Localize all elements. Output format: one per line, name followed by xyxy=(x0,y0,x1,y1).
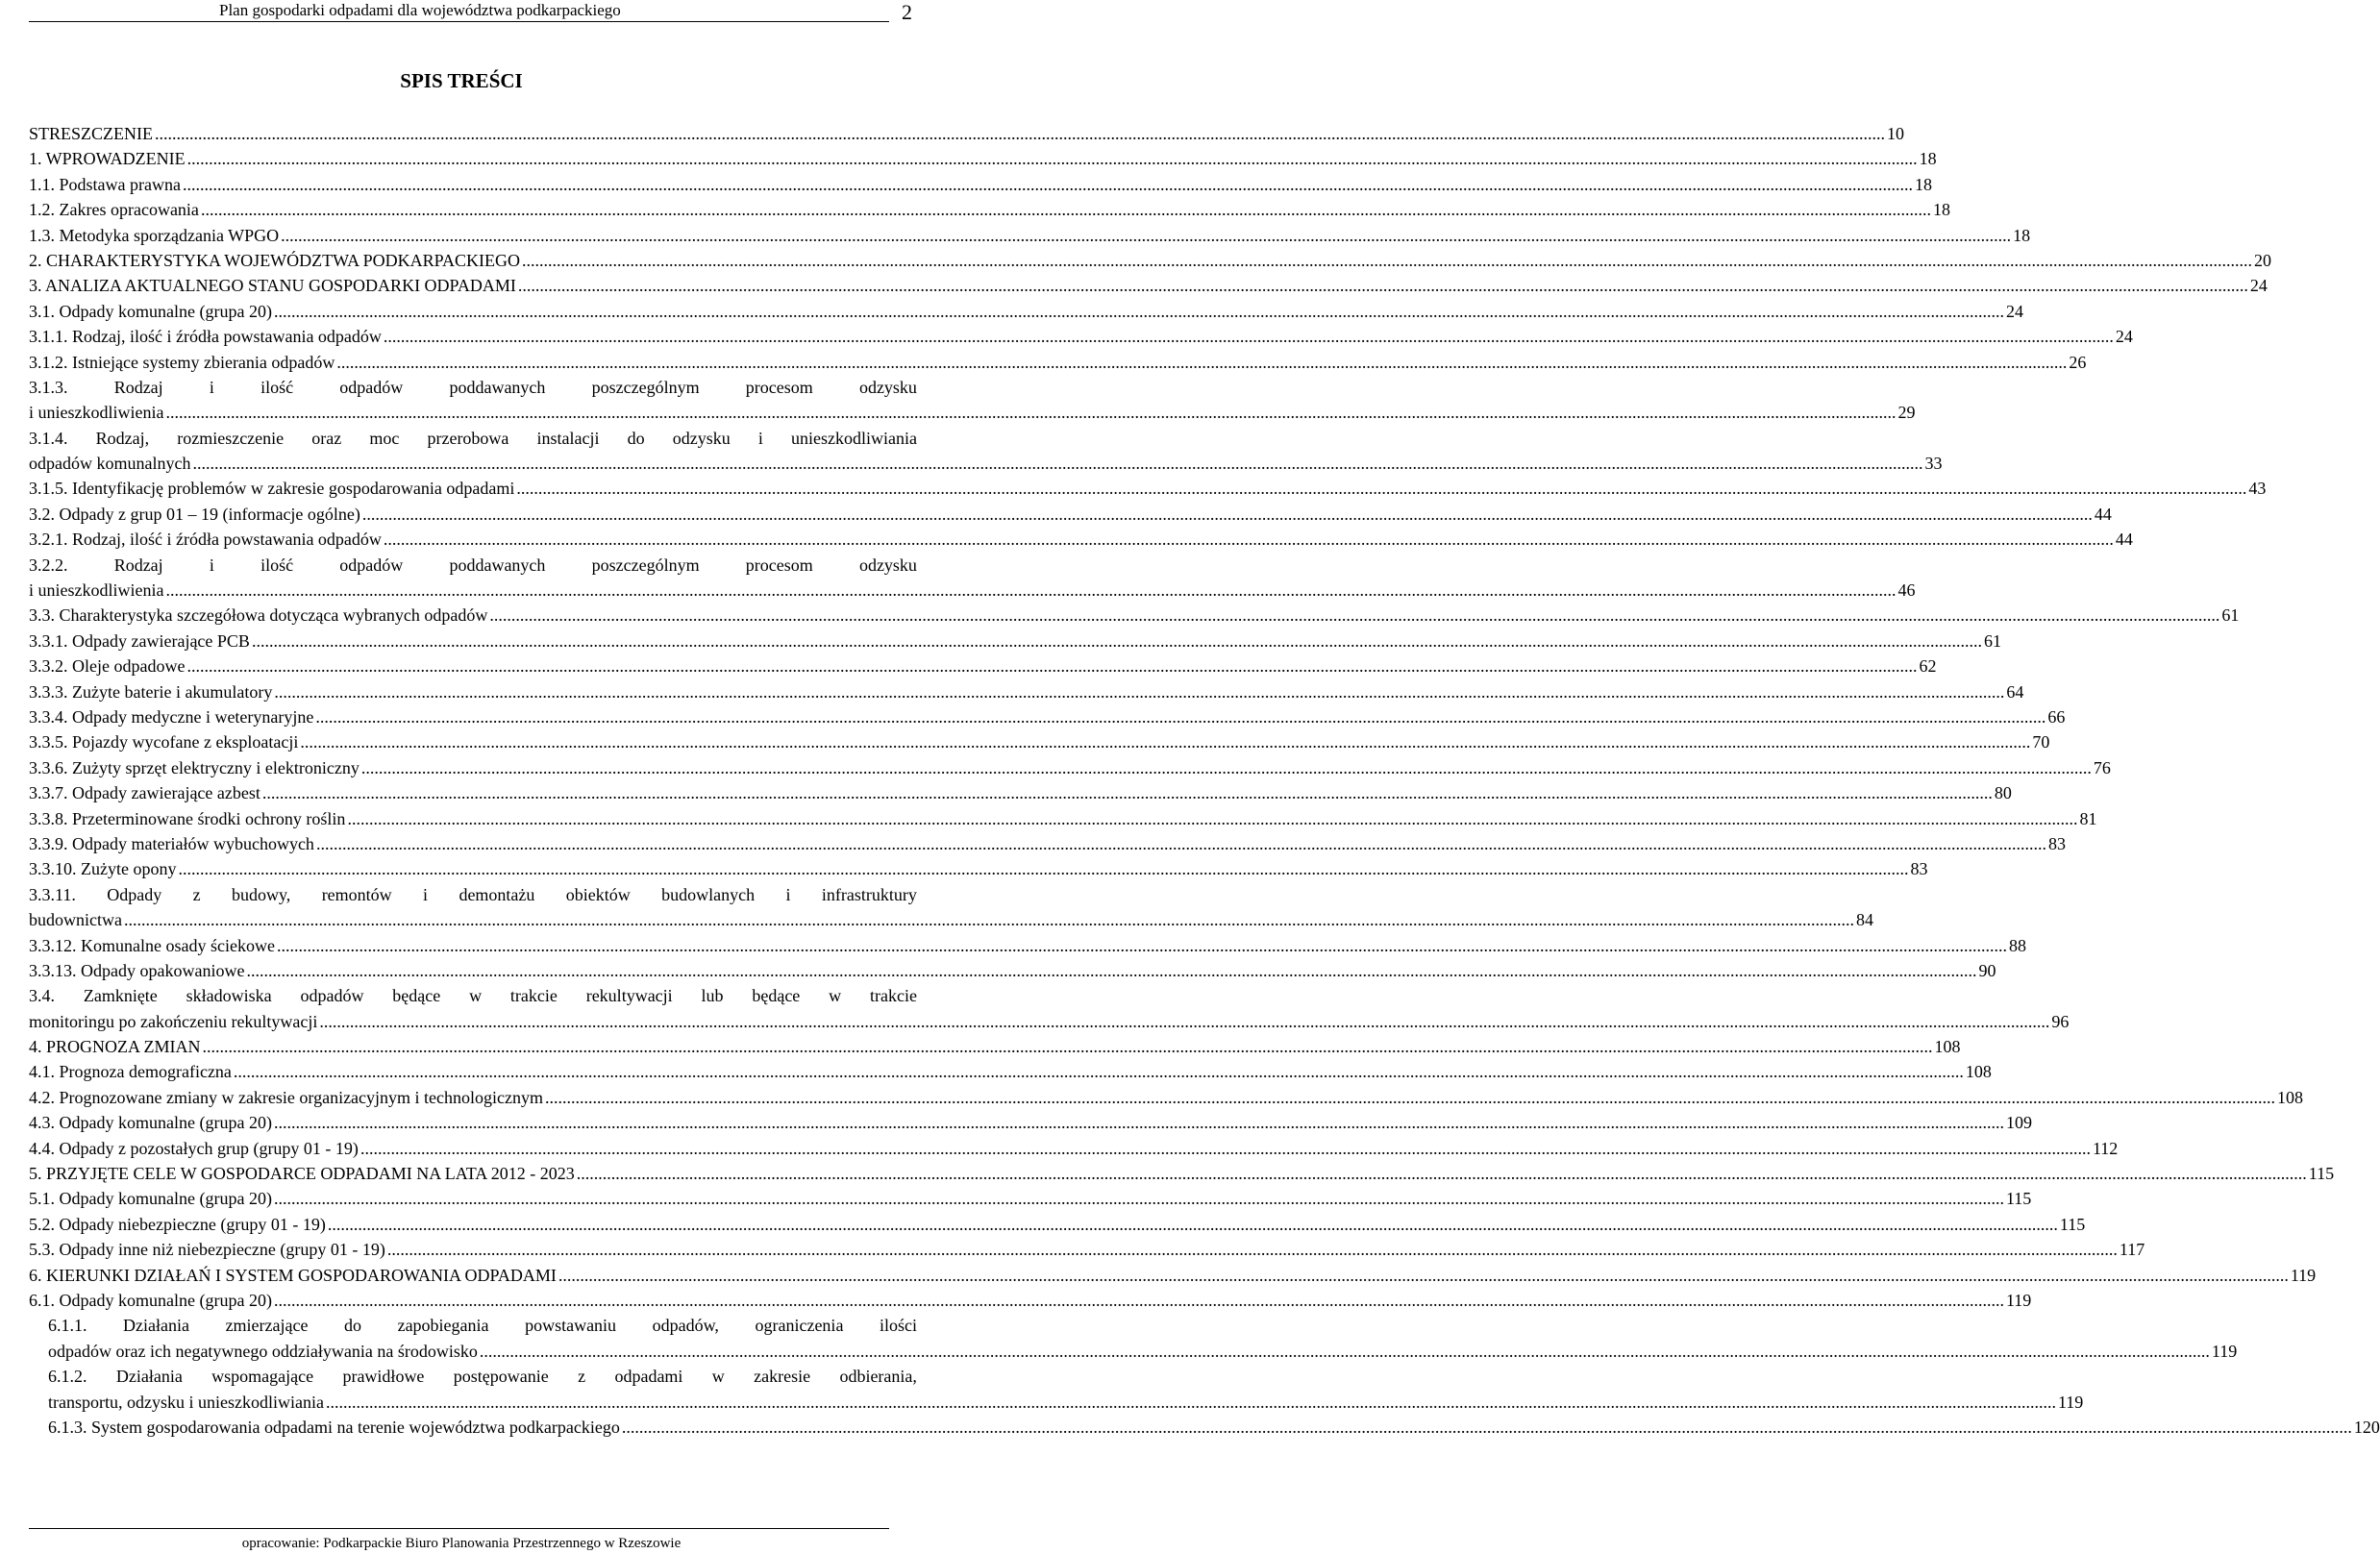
toc-entry[interactable] xyxy=(29,324,2133,349)
toc-page-number: 117 xyxy=(2119,1240,2145,1260)
page-header xyxy=(0,0,923,31)
dot-leader: ................................................................................................................................................................................................................................................................................................................................................................................................................ xyxy=(576,1164,2307,1184)
toc-entry-text: 1. WPROWADZENIE xyxy=(29,149,186,169)
toc-page-number: 119 xyxy=(2211,1341,2238,1361)
toc-page-number: 115 xyxy=(2059,1214,2086,1234)
toc-entry-text: 3.1.2. Istniejące systemy zbierania odpadów xyxy=(29,352,335,372)
dot-leader: ................................................................................................................................................................................................................................................................................................................................................................................................................ xyxy=(155,124,1885,143)
toc-page-number: 46 xyxy=(1897,580,1916,601)
toc-entry[interactable] xyxy=(29,983,2070,1034)
toc-entry[interactable] xyxy=(29,603,2240,628)
toc-entry[interactable] xyxy=(29,1085,2303,1110)
dot-leader: ................................................................................................................................................................................................................................................................................................................................................................................................................ xyxy=(545,1087,2275,1107)
toc-entry[interactable] xyxy=(29,755,2111,780)
toc-entry[interactable] xyxy=(29,1415,2380,1440)
toc-entry[interactable] xyxy=(29,1161,2335,1186)
toc-entry[interactable] xyxy=(29,375,1916,426)
toc-page-number: 81 xyxy=(2079,808,2097,828)
toc-page-number: 108 xyxy=(1965,1062,1992,1082)
toc-entry-text: i unieszkodliwienia xyxy=(29,580,164,601)
dot-leader: ................................................................................................................................................................................................................................................................................................................................................................................................................ xyxy=(273,301,2004,321)
document-title: Plan gospodarki odpadami dla województwa podkarpackiego xyxy=(219,1,621,19)
toc-entry-text: STRESZCZENIE xyxy=(29,124,153,143)
dot-leader: ................................................................................................................................................................................................................................................................................................................................................................................................................ xyxy=(233,1062,1964,1082)
dot-leader: ................................................................................................................................................................................................................................................................................................................................................................................................................ xyxy=(261,783,1993,803)
toc-entry-text: 6.1. Odpady komunalne (grupa 20) xyxy=(29,1290,272,1310)
toc-entry[interactable] xyxy=(29,1237,2145,1262)
toc-entry[interactable] xyxy=(29,1288,2032,1313)
footer-divider xyxy=(29,1528,889,1529)
toc-entry-text: 3.3.9. Odpady materiałów wybuchowych xyxy=(29,833,314,853)
dot-leader: ................................................................................................................................................................................................................................................................................................................................................................................................................ xyxy=(327,1214,2058,1234)
toc-entry[interactable] xyxy=(29,679,2024,704)
toc-entry-text: 1.1. Podstawa prawna xyxy=(29,174,181,194)
toc-entry-text: 3.1. Odpady komunalne (grupa 20) xyxy=(29,301,272,321)
toc-entry-text: 2. CHARAKTERYSTYKA WOJEWÓDZTWA PODKARPACKIEGO xyxy=(29,250,521,270)
toc-entry-text: 3.2. Odpady z grup 01 – 19 (informacje ogólne) xyxy=(29,504,360,524)
toc-page-number: 20 xyxy=(2254,250,2272,270)
dot-leader: ................................................................................................................................................................................................................................................................................................................................................................................................................ xyxy=(186,149,1918,169)
footer-text: opracowanie: Podkarpackie Biuro Planowania Przestrzennego w Rzeszowie xyxy=(241,1536,682,1551)
toc-entry[interactable] xyxy=(29,273,2268,298)
toc-entry[interactable] xyxy=(29,1059,1992,1084)
toc-entry[interactable] xyxy=(29,1313,2238,1364)
toc-entry-text: 1.2. Zakres opracowania xyxy=(29,200,199,220)
dot-leader: ................................................................................................................................................................................................................................................................................................................................................................................................................ xyxy=(383,530,2114,550)
toc-entry-text: 4.4. Odpady z pozostałych grup (grupy 01 - 19) xyxy=(29,1138,359,1158)
toc-page-number: 62 xyxy=(1919,656,1937,677)
toc-entry-text: i unieszkodliwienia xyxy=(29,403,164,423)
toc-page-number: 10 xyxy=(1887,124,1904,143)
toc-entry[interactable] xyxy=(29,299,2023,324)
dot-leader: ................................................................................................................................................................................................................................................................................................................................................................................................................ xyxy=(558,1265,2289,1285)
dot-leader: ................................................................................................................................................................................................................................................................................................................................................................................................................ xyxy=(383,327,2114,347)
toc-entry[interactable] xyxy=(29,958,1996,983)
toc-entry-first-line: 3.1.3. Rodzaj i ilość odpadów poddawanych poszczególnym procesom odzysku xyxy=(29,377,917,397)
toc-entry-text: 5. PRZYJĘTE CELE W GOSPODARCE ODPADAMI NA LATA 2012 - 2023 xyxy=(29,1164,575,1184)
toc-page-number: 24 xyxy=(2249,276,2268,296)
toc-page-number: 18 xyxy=(1914,174,1932,194)
toc-entry-text: budownictwa xyxy=(29,910,122,930)
toc-entry[interactable] xyxy=(29,146,1937,171)
toc-entry[interactable] xyxy=(29,172,1932,197)
toc-entry-text: 3.3.6. Zużyty sprzęt elektryczny i elektroniczny xyxy=(29,757,359,777)
toc-entry-text: 3.3.1. Odpady zawierające PCB xyxy=(29,630,250,651)
toc-entry-text: 3.3.10. Zużyte opony xyxy=(29,859,177,879)
toc-page-number: 18 xyxy=(1919,149,1937,169)
toc-entry-text: 4.1. Prognoza demograficzna xyxy=(29,1062,232,1082)
dot-leader: ................................................................................................................................................................................................................................................................................................................................................................................................................ xyxy=(182,174,1913,194)
dot-leader: ................................................................................................................................................................................................................................................................................................................................................................................................................ xyxy=(517,276,2248,296)
toc-entry[interactable] xyxy=(29,780,2012,805)
toc-entry-text: 4. PROGNOZA ZMIAN xyxy=(29,1037,201,1057)
toc-page-number: 84 xyxy=(1855,910,1873,930)
toc-entry-first-line: 6.1.1. Działania zmierzające do zapobiegania powstawaniu odpadów, ograniczenia ilości xyxy=(48,1316,917,1336)
toc-entry-text: 3.3.4. Odpady medyczne i weterynaryjne xyxy=(29,706,314,727)
toc-entry-text: 3.3.3. Zużyte baterie i akumulatory xyxy=(29,681,273,702)
toc-page-number: 43 xyxy=(2248,479,2267,499)
dot-leader: ................................................................................................................................................................................................................................................................................................................................................................................................................ xyxy=(178,859,1909,879)
toc-page-number: 90 xyxy=(1978,960,1996,980)
toc-entry-text: 4.3. Odpady komunalne (grupa 20) xyxy=(29,1113,272,1133)
dot-leader: ................................................................................................................................................................................................................................................................................................................................................................................................................ xyxy=(319,1011,2050,1031)
dot-leader: ................................................................................................................................................................................................................................................................................................................................................................................................................ xyxy=(281,225,2012,245)
toc-entry[interactable] xyxy=(29,553,1916,604)
dot-leader: ................................................................................................................................................................................................................................................................................................................................................................................................................ xyxy=(621,1417,2352,1437)
dot-leader: ................................................................................................................................................................................................................................................................................................................................................................................................................ xyxy=(200,200,1931,220)
toc-page-number: 70 xyxy=(2032,732,2050,752)
dot-leader: ................................................................................................................................................................................................................................................................................................................................................................................................................ xyxy=(386,1240,2118,1260)
dot-leader: ................................................................................................................................................................................................................................................................................................................................................................................................................ xyxy=(273,1290,2004,1310)
dot-leader: ................................................................................................................................................................................................................................................................................................................................................................................................................ xyxy=(202,1037,1933,1057)
dot-leader: ................................................................................................................................................................................................................................................................................................................................................................................................................ xyxy=(246,960,1977,980)
toc-entry-text: 3.3.13. Odpady opakowaniowe xyxy=(29,960,245,980)
toc-entry-text: 3.1.5. Identyfikację problemów w zakresie gospodarowania odpadami xyxy=(29,479,515,499)
toc-entry-first-line: 3.2.2. Rodzaj i ilość odpadów poddawanych poszczególnym procesom odzysku xyxy=(29,555,917,575)
toc-page-number: 44 xyxy=(2115,530,2133,550)
toc-page-number: 18 xyxy=(1932,200,1950,220)
toc-entry-text: 3.3.8. Przeterminowane środki ochrony roślin xyxy=(29,808,346,828)
toc-page-number: 119 xyxy=(2290,1265,2317,1285)
toc-entry-text: 3.3.7. Odpady zawierające azbest xyxy=(29,783,260,803)
toc-entry-text: odpadów komunalnych xyxy=(29,454,191,474)
toc-entry[interactable] xyxy=(29,629,2001,654)
dot-leader: ................................................................................................................................................................................................................................................................................................................................................................................................................ xyxy=(361,504,2093,524)
dot-leader: ................................................................................................................................................................................................................................................................................................................................................................................................................ xyxy=(192,454,1923,474)
toc-page-number: 109 xyxy=(2005,1113,2032,1133)
toc-entry[interactable] xyxy=(29,654,1937,678)
toc-entry-text: 6.1.3. System gospodarowania odpadami na terenie województwa podkarpackiego xyxy=(48,1417,620,1437)
toc-page-number: 33 xyxy=(1924,454,1943,474)
toc-entry-first-line: 3.4. Zamknięte składowiska odpadów będące w trakcie rekultywacji lub będące w trakcie xyxy=(29,986,917,1006)
toc-page-number: 26 xyxy=(2069,352,2087,372)
toc-entry[interactable] xyxy=(29,1034,1961,1059)
toc-entry-text: 3.3.12. Komunalne osady ściekowe xyxy=(29,935,275,955)
toc-entry-text: odpadów oraz ich negatywnego oddziaływania na środowisko xyxy=(48,1341,478,1361)
toc-page-number: 61 xyxy=(2221,605,2240,626)
dot-leader: ................................................................................................................................................................................................................................................................................................................................................................................................................ xyxy=(186,656,1918,677)
toc-heading: SPIS TREŚCI xyxy=(400,69,523,92)
dot-leader: ................................................................................................................................................................................................................................................................................................................................................................................................................ xyxy=(479,1341,2210,1361)
toc-page-number: 115 xyxy=(2308,1164,2335,1184)
toc-entry[interactable] xyxy=(29,1212,2086,1237)
toc-entry[interactable] xyxy=(29,350,2087,375)
dot-leader: ................................................................................................................................................................................................................................................................................................................................................................................................................ xyxy=(315,833,2046,853)
header-divider xyxy=(29,21,889,22)
toc-entry[interactable] xyxy=(29,1136,2119,1161)
toc-entry-text: 3.1.1. Rodzaj, ilość i źródła powstawania odpadów xyxy=(29,327,382,347)
toc-page-number: 83 xyxy=(2047,833,2066,853)
toc-entry[interactable] xyxy=(29,933,2026,958)
toc-page-number: 18 xyxy=(2013,225,2031,245)
toc-page-number: 61 xyxy=(1983,630,2001,651)
toc-page-number: 76 xyxy=(2093,757,2111,777)
toc-page-number: 96 xyxy=(2051,1011,2070,1031)
toc-entry[interactable] xyxy=(29,704,2066,729)
toc-entry-text: 3. ANALIZA AKTUALNEGO STANU GOSPODARKI ODPADAMI xyxy=(29,276,516,296)
toc-page-number: 80 xyxy=(1994,783,2012,803)
dot-leader: ................................................................................................................................................................................................................................................................................................................................................................................................................ xyxy=(522,250,2253,270)
toc-page-number: 108 xyxy=(1934,1037,1961,1057)
toc-page-number: 44 xyxy=(2094,504,2112,524)
toc-page-number: 66 xyxy=(2047,706,2066,727)
dot-leader: ................................................................................................................................................................................................................................................................................................................................................................................................................ xyxy=(516,479,2247,499)
toc-entry-text: 1.3. Metodyka sporządzania WPGO xyxy=(29,225,280,245)
toc-page-number: 83 xyxy=(1910,859,1928,879)
toc-entry[interactable] xyxy=(29,223,2031,248)
dot-leader: ................................................................................................................................................................................................................................................................................................................................................................................................................ xyxy=(165,403,1897,423)
toc-entry-text: 3.2.1. Rodzaj, ilość i źródła powstawania odpadów xyxy=(29,530,382,550)
toc-page-number: 29 xyxy=(1897,403,1916,423)
toc-entry[interactable] xyxy=(29,426,1943,477)
dot-leader: ................................................................................................................................................................................................................................................................................................................................................................................................................ xyxy=(360,757,2092,777)
dot-leader: ................................................................................................................................................................................................................................................................................................................................................................................................................ xyxy=(489,605,2220,626)
toc-page-number: 115 xyxy=(2005,1189,2032,1209)
dot-leader: ................................................................................................................................................................................................................................................................................................................................................................................................................ xyxy=(276,935,2007,955)
toc-page-number: 24 xyxy=(2115,327,2133,347)
toc-entry-text: 5.1. Odpady komunalne (grupa 20) xyxy=(29,1189,272,1209)
dot-leader: ................................................................................................................................................................................................................................................................................................................................................................................................................ xyxy=(336,352,2068,372)
toc-entry[interactable] xyxy=(29,527,2133,552)
dot-leader: ................................................................................................................................................................................................................................................................................................................................................................................................................ xyxy=(123,910,1854,930)
toc-entry-text: 5.3. Odpady inne niż niebezpieczne (grupy 01 - 19) xyxy=(29,1240,385,1260)
toc-entry-text: 3.3.5. Pojazdy wycofane z eksploatacji xyxy=(29,732,299,752)
toc-entry[interactable] xyxy=(29,1110,2032,1135)
dot-leader: ................................................................................................................................................................................................................................................................................................................................................................................................................ xyxy=(315,706,2046,727)
toc-page-number: 119 xyxy=(2005,1290,2032,1310)
toc-entry-first-line: 3.3.11. Odpady z budowy, remontów i demontażu obiektów budowlanych i infrastruktury xyxy=(29,884,917,904)
toc-entry[interactable] xyxy=(29,1186,2032,1211)
dot-leader: ................................................................................................................................................................................................................................................................................................................................................................................................................ xyxy=(273,1113,2004,1133)
toc-entry-first-line: 6.1.2. Działania wspomagające prawidłowe postępowanie z odpadami w zakresie odbierania, xyxy=(48,1367,917,1387)
dot-leader: ................................................................................................................................................................................................................................................................................................................................................................................................................ xyxy=(273,1189,2004,1209)
dot-leader: ................................................................................................................................................................................................................................................................................................................................................................................................................ xyxy=(274,681,2005,702)
table-of-contents xyxy=(29,121,2380,1440)
dot-leader: ................................................................................................................................................................................................................................................................................................................................................................................................................ xyxy=(347,808,2078,828)
toc-entry-text: 4.2. Prognozowane zmiany w zakresie organizacyjnym i technologicznym xyxy=(29,1087,543,1107)
toc-entry-text: transportu, odzysku i unieszkodliwiania xyxy=(48,1392,324,1412)
toc-entry-text: 3.3.2. Oleje odpadowe xyxy=(29,656,186,677)
toc-entry[interactable] xyxy=(29,121,1904,146)
toc-entry-text: 5.2. Odpady niebezpieczne (grupy 01 - 19) xyxy=(29,1214,326,1234)
toc-entry[interactable] xyxy=(29,806,2097,831)
toc-entry[interactable] xyxy=(29,197,1950,222)
page-number: 2 xyxy=(902,0,912,24)
toc-entry[interactable] xyxy=(29,476,2267,501)
toc-page-number: 24 xyxy=(2005,301,2023,321)
toc-entry-text: 3.3. Charakterystyka szczegółowa dotycząca wybranych odpadów xyxy=(29,605,488,626)
dot-leader: ................................................................................................................................................................................................................................................................................................................................................................................................................ xyxy=(165,580,1897,601)
toc-page-number: 64 xyxy=(2006,681,2024,702)
toc-entry[interactable] xyxy=(29,882,1873,933)
toc-page-number: 120 xyxy=(2353,1417,2380,1437)
toc-page-number: 88 xyxy=(2008,935,2026,955)
dot-leader: ................................................................................................................................................................................................................................................................................................................................................................................................................ xyxy=(359,1138,2091,1158)
toc-entry[interactable] xyxy=(29,856,1928,881)
toc-entry[interactable] xyxy=(29,1263,2317,1288)
toc-page-number: 108 xyxy=(2277,1087,2303,1107)
toc-page-number: 112 xyxy=(2092,1138,2119,1158)
dot-leader: ................................................................................................................................................................................................................................................................................................................................................................................................................ xyxy=(300,732,2031,752)
toc-entry-first-line: 3.1.4. Rodzaj, rozmieszczenie oraz moc przerobowa instalacji do odzysku i unieszkodliwiania xyxy=(29,428,917,448)
toc-entry-text: monitoringu po zakończeniu rekultywacji xyxy=(29,1011,318,1031)
toc-entry[interactable] xyxy=(29,1364,2084,1415)
toc-page-number: 119 xyxy=(2057,1392,2084,1412)
toc-entry[interactable] xyxy=(29,831,2066,856)
toc-entry-text: 6. KIERUNKI DZIAŁAŃ I SYSTEM GOSPODAROWANIA ODPADAMI xyxy=(29,1265,557,1285)
toc-entry[interactable] xyxy=(29,248,2272,273)
toc-entry[interactable] xyxy=(29,502,2112,527)
dot-leader: ................................................................................................................................................................................................................................................................................................................................................................................................................ xyxy=(251,630,1982,651)
dot-leader: ................................................................................................................................................................................................................................................................................................................................................................................................................ xyxy=(325,1392,2056,1412)
toc-entry[interactable] xyxy=(29,729,2050,754)
